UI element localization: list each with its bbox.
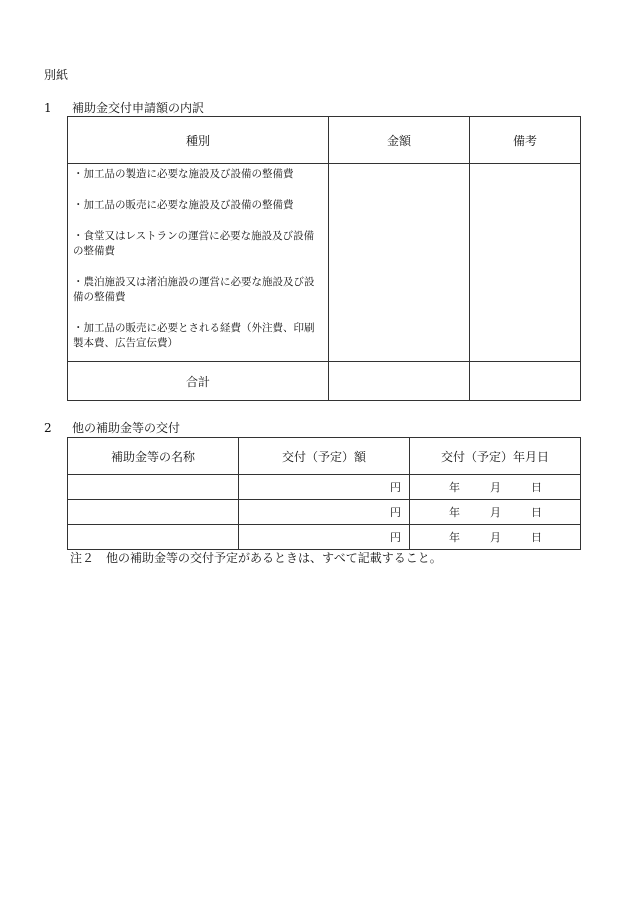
amount-cell[interactable] (329, 164, 470, 362)
table-row (68, 475, 581, 500)
grant-date-cell[interactable] (410, 475, 581, 500)
grant-amount-cell[interactable] (239, 500, 410, 525)
section2-title (44, 419, 180, 436)
header-category: 種別 (68, 117, 329, 164)
category-cell (68, 164, 329, 362)
month-unit: 月 (490, 531, 501, 544)
remarks-cell[interactable] (470, 164, 581, 362)
category-item-processing-facilities: ・加工品の製造に必要な施設及び設備の整備費 (73, 168, 294, 180)
grant-amount-cell[interactable] (239, 525, 410, 550)
header-amount: 金額 (329, 117, 470, 164)
day-unit: 日 (531, 506, 542, 519)
header-grant-date: 交付（予定）年月日 (410, 438, 581, 475)
section2-number: 2 (44, 421, 52, 435)
total-remarks-cell[interactable] (470, 362, 581, 401)
category-item-sales-expenses: ・加工品の販売に必要とされる経費（外注費、印刷製本費、広告宣伝費） (73, 322, 315, 349)
header-grant-amount: 交付（予定）額 (239, 438, 410, 475)
day-unit: 日 (531, 531, 542, 544)
section1-title (44, 99, 204, 116)
total-label: 合計 (68, 362, 329, 401)
category-item-sales-facilities: ・加工品の販売に必要な施設及び設備の整備費 (73, 199, 294, 211)
table-row (68, 525, 581, 550)
category-item-restaurant-facilities: ・食堂又はレストランの運営に必要な施設及び設備の整備費 (73, 230, 315, 257)
section1-title-text: 補助金交付申請額の内訳 (72, 101, 205, 115)
year-unit: 年 (449, 531, 460, 544)
attachment-label: 別紙 (44, 68, 69, 82)
subsidy-name-cell[interactable] (68, 525, 239, 550)
month-unit: 月 (490, 506, 501, 519)
grant-date-cell[interactable] (410, 525, 581, 550)
total-amount-cell[interactable] (329, 362, 470, 401)
header-subsidy-name: 補助金等の名称 (68, 438, 239, 475)
year-unit: 年 (449, 481, 460, 494)
yen-unit: 円 (390, 506, 401, 519)
section1-number: 1 (44, 101, 52, 115)
section2-title-text: 他の補助金等の交付 (72, 421, 181, 435)
yen-unit: 円 (390, 531, 401, 544)
category-item-farmstay-facilities: ・農泊施設又は渚泊施設の運営に必要な施設及び設備の整備費 (73, 276, 315, 303)
grant-amount-cell[interactable] (239, 475, 410, 500)
subsidy-name-cell[interactable] (68, 475, 239, 500)
table-row (68, 500, 581, 525)
grant-date-cell[interactable] (410, 500, 581, 525)
note-2: 注２ 他の補助金等の交付予定があるときは、すべて記載すること。 (70, 551, 442, 565)
year-unit: 年 (449, 506, 460, 519)
month-unit: 月 (490, 481, 501, 494)
subsidy-name-cell[interactable] (68, 500, 239, 525)
yen-unit: 円 (390, 481, 401, 494)
other-subsidies-table (67, 437, 581, 550)
header-remarks: 備考 (470, 117, 581, 164)
subsidy-breakdown-table (67, 116, 581, 401)
day-unit: 日 (531, 481, 542, 494)
